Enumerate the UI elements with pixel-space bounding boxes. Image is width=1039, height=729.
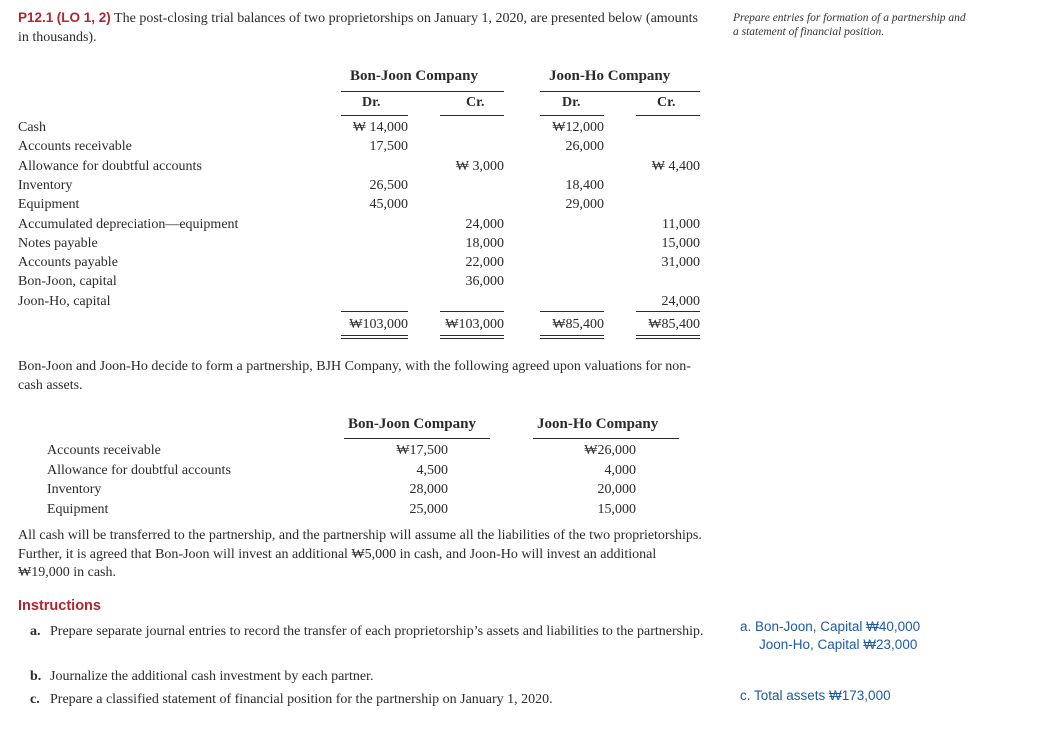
cr-header: Cr. <box>466 95 485 110</box>
instruction-letter: b. <box>30 669 42 684</box>
account-label: Allowance for doubtful accounts <box>18 158 202 174</box>
total-rule <box>636 311 700 312</box>
account-label: Equipment <box>47 501 109 517</box>
column-rule <box>540 115 604 116</box>
instruction-text: Prepare a classified statement of financial position for the partnership on January 1, 2020. <box>50 692 553 707</box>
double-rule <box>540 335 604 339</box>
company-header-joon-ho: Joon-Ho Company <box>549 68 671 84</box>
instruction-c <box>30 691 710 710</box>
account-label: Accounts receivable <box>47 443 161 458</box>
total-jh-dr: ₩85,400 <box>552 317 604 332</box>
margin-note: Prepare entries for formation of a partnership and a statement of financial position. <box>733 12 966 38</box>
amount-cell: 25,000 <box>409 501 448 517</box>
instruction-letter: c. <box>30 692 40 707</box>
column-rule <box>636 115 700 116</box>
account-label: Bon-Joon, capital <box>18 274 117 290</box>
amount-cell: 15,000 <box>597 501 636 517</box>
amount-cell: 45,000 <box>369 197 408 213</box>
amount-cell: 24,000 <box>465 216 504 232</box>
problem-intro <box>18 9 708 47</box>
amount-cell: 31,000 <box>661 255 700 271</box>
amount-cell: 15,000 <box>661 235 700 251</box>
header-rule <box>341 91 504 92</box>
double-rule <box>636 335 700 339</box>
account-label: Allowance for doubtful accounts <box>47 462 231 478</box>
account-label: Accounts payable <box>18 255 118 271</box>
instructions-title: Instructions <box>18 598 101 614</box>
total-rule <box>540 311 604 312</box>
dr-header: Dr. <box>362 95 381 110</box>
amount-cell: 24,000 <box>661 293 700 309</box>
amount-cell: ₩12,000 <box>552 120 604 135</box>
amount-cell: ₩26,000 <box>584 443 636 458</box>
account-label: Inventory <box>18 177 73 193</box>
total-rule <box>341 311 408 312</box>
cr-header: Cr. <box>657 95 676 110</box>
learning-objectives: (LO 1, 2) <box>56 10 111 25</box>
account-label: Accumulated depreciation—equipment <box>18 216 239 232</box>
cash-transfer-paragraph: All cash will be transferred to the partnership, and the partnership will assume all the liabilities of the two proprietorships. Further, it is agreed that Bon-Joon will invest an additional ₩5,000 in cash, and Joon-Ho will invest an additional ₩19,000 in cash. <box>18 528 702 580</box>
amount-cell: ₩17,500 <box>396 443 448 458</box>
total-jh-cr: ₩85,400 <box>648 317 700 332</box>
amount-cell: ₩ 4,400 <box>651 158 700 174</box>
double-rule <box>341 335 408 339</box>
double-rule <box>440 335 504 339</box>
amount-cell: 20,000 <box>597 482 636 497</box>
amount-cell: 17,500 <box>369 139 408 155</box>
answer-a-line2: Joon-Ho, Capital ₩23,000 <box>759 637 918 652</box>
account-label: Inventory <box>47 482 102 497</box>
account-label: Cash <box>18 120 46 135</box>
header-rule <box>540 91 700 92</box>
amount-cell: 26,500 <box>369 177 408 193</box>
amount-cell: 29,000 <box>565 197 604 213</box>
amount-cell: 18,400 <box>565 177 604 193</box>
amount-cell: 28,000 <box>409 482 448 497</box>
intro-text: The post-closing trial balances of two proprietorships on January 1, 2020, are presented below (amounts in thousands). <box>18 11 699 45</box>
amount-cell: ₩ 14,000 <box>352 120 408 135</box>
amount-cell: 4,000 <box>604 462 636 478</box>
account-label: Joon-Ho, capital <box>18 293 111 309</box>
column-rule <box>440 115 504 116</box>
amount-cell: ₩ 3,000 <box>455 158 504 174</box>
total-bj-cr: ₩103,000 <box>445 317 504 332</box>
answer-a-line1: a. Bon-Joon, Capital ₩40,000 <box>740 619 921 634</box>
val-header-joon-ho: Joon-Ho Company <box>537 416 659 432</box>
instruction-text: Prepare separate journal entries to record the transfer of each proprietorship’s assets and liabilities to the partnership. <box>50 624 704 639</box>
instruction-b <box>30 668 710 687</box>
column-rule <box>341 115 408 116</box>
header-rule <box>533 438 679 439</box>
amount-cell: 36,000 <box>465 274 504 290</box>
account-label: Accounts receivable <box>18 139 132 155</box>
amount-cell: 4,500 <box>416 462 448 478</box>
account-label: Notes payable <box>18 235 98 251</box>
valuation-intro: Bon-Joon and Joon-Ho decide to form a partnership, BJH Company, with the following agreed upon valuations for non-cash assets. <box>18 359 691 393</box>
header-rule <box>344 438 490 439</box>
company-header-bon-joon: Bon-Joon Company <box>350 68 478 84</box>
total-rule <box>440 311 504 312</box>
amount-cell: 11,000 <box>662 216 700 232</box>
total-bj-dr: ₩103,000 <box>349 317 408 332</box>
amount-cell: 22,000 <box>465 255 504 271</box>
instruction-text: Journalize the additional cash investment by each partner. <box>50 669 374 684</box>
val-header-bon-joon: Bon-Joon Company <box>348 416 476 432</box>
problem-id: P12.1 <box>18 10 54 25</box>
amount-cell: 26,000 <box>565 139 604 155</box>
instruction-a <box>30 623 710 642</box>
dr-header: Dr. <box>562 95 581 110</box>
amount-cell: 18,000 <box>465 235 504 251</box>
answer-c: c. Total assets ₩173,000 <box>740 688 891 703</box>
account-label: Equipment <box>18 197 80 213</box>
instruction-letter: a. <box>30 624 41 639</box>
